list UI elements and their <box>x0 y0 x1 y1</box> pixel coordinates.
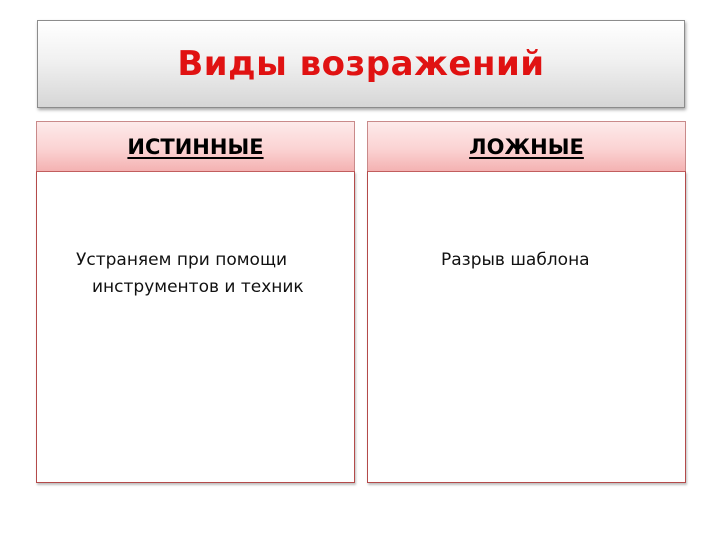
column-header-true <box>36 121 355 171</box>
slide-title: Виды возражений <box>177 44 545 84</box>
column-false-line-1: Разрыв шаблона <box>441 250 590 270</box>
column-true-line-2: инструментов и техник <box>92 277 304 297</box>
column-header-false-label: ЛОЖНЫЕ <box>469 134 584 159</box>
title-box <box>37 20 685 108</box>
column-body-true <box>36 171 355 483</box>
column-header-true-label: ИСТИННЫЕ <box>127 134 264 159</box>
column-header-false <box>367 121 686 171</box>
column-true-line-1: Устраняем при помощи <box>76 250 288 270</box>
column-body-false <box>367 171 686 483</box>
